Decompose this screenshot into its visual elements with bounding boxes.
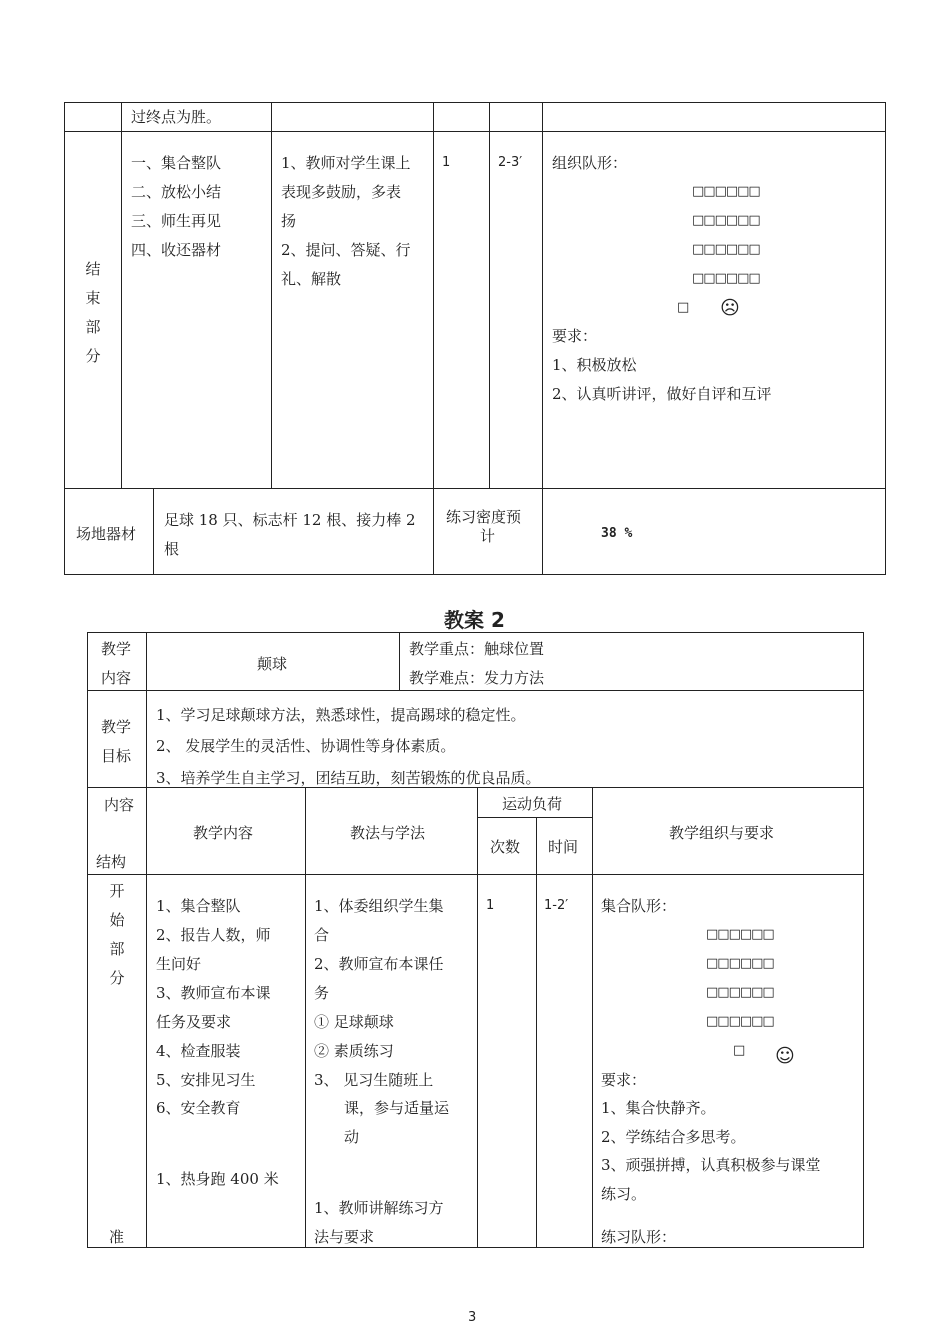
formation-row-2: □□□□□□: [692, 213, 760, 228]
formation-row-1: □□□□□□: [692, 184, 760, 199]
end-method-1: 1、教师对学生课上: [281, 154, 411, 172]
end-requirement-2: 2、认真听讲评，做好自评和互评: [552, 385, 772, 403]
venue-items-2: 根: [164, 540, 180, 558]
end-content-2: 二、放松小结: [131, 183, 222, 201]
method-next-2: 法与要求: [314, 1228, 375, 1246]
end-method-3: 扬: [281, 212, 297, 230]
header-method: 教法与学法: [350, 824, 426, 842]
end-content-4: 四、收还器材: [131, 241, 222, 259]
header-teaching-content: 教学内容: [193, 824, 254, 842]
content-label-1: 教学: [101, 640, 132, 658]
formation-row-4: □□□□□□: [692, 271, 760, 286]
end-content-3: 三、师生再见: [131, 212, 222, 230]
practice-title: 练习队形：: [601, 1228, 677, 1246]
start-content-4: 3、教师宣布本课: [156, 984, 271, 1002]
start-count: 1: [486, 898, 495, 913]
start-requirement-3: 3、顽强拼搏，认真积极参与课堂: [601, 1156, 821, 1174]
content-label-2: 内容: [101, 669, 132, 687]
start-content-7: 5、安排见习生: [156, 1071, 256, 1089]
header-count: 次数: [490, 838, 521, 856]
start-method-8: 课，参与适量运: [344, 1099, 450, 1117]
prep-section-char: 准: [109, 1228, 125, 1246]
start-requirements-title: 要求：: [601, 1071, 647, 1089]
start-method-5: ① 足球颠球: [314, 1013, 394, 1031]
venue-label: 场地器材: [76, 525, 137, 543]
formation2-row-2: □□□□□□: [706, 956, 774, 971]
venue-items-1: 足球 18 只、标志杆 12 根、接力棒 2: [164, 511, 416, 529]
formation2-row-4: □□□□□□: [706, 1014, 774, 1029]
start-method-7: 3、 见习生随班上: [314, 1071, 434, 1089]
formation2-row-1: □□□□□□: [706, 927, 774, 942]
teacher-mark: □: [677, 300, 690, 315]
start-method-9: 动: [344, 1128, 360, 1146]
end-method-2: 表现多鼓励，多表: [281, 183, 402, 201]
key-point: 教学重点：触球位置: [409, 640, 545, 658]
method-next-1: 1、教师讲解练习方: [314, 1199, 444, 1217]
header-org: 教学组织与要求: [669, 824, 775, 842]
end-section-label: 结 束 部 分: [85, 260, 101, 365]
end-method-4: 2、提问、答疑、行: [281, 241, 411, 259]
start-requirement-2: 2、学练结合多思考。: [601, 1128, 746, 1146]
start-method-1: 1、体委组织学生集: [314, 897, 444, 915]
density-label-2: 计: [480, 527, 496, 545]
formation-row-3: □□□□□□: [692, 242, 760, 257]
start-content-3: 生问好: [156, 955, 202, 973]
start-requirement-4: 练习。: [601, 1185, 647, 1203]
start-method-2: 合: [314, 926, 330, 944]
end-requirement-1: 1、积极放松: [552, 356, 637, 374]
header-time: 时间: [548, 838, 579, 856]
density-value: 38 %: [601, 526, 633, 541]
teacher-mark-2: □: [733, 1043, 746, 1058]
end-requirements-title: 要求：: [552, 327, 598, 345]
end-time: 2-3′: [498, 155, 523, 170]
end-method-5: 礼、解散: [281, 270, 342, 288]
header-content: 内容: [104, 796, 135, 814]
end-org-title: 组织队形：: [552, 154, 628, 172]
page-number: 3: [468, 1310, 477, 1325]
difficulty-point: 教学难点：发力方法: [409, 669, 545, 687]
start-content-5: 任务及要求: [156, 1013, 232, 1031]
end-count: 1: [442, 155, 451, 170]
start-time: 1-2′: [544, 898, 569, 913]
goal-1: 1、学习足球颠球方法，熟悉球性，提高踢球的稳定性。: [156, 706, 526, 724]
start-requirement-1: 1、集合快静齐。: [601, 1099, 716, 1117]
start-org-title: 集合队形：: [601, 897, 677, 915]
goal-label-2: 目标: [101, 747, 132, 765]
plan-title: 教案 2: [444, 608, 505, 632]
start-content-6: 4、检查服装: [156, 1042, 241, 1060]
header-structure: 结构: [96, 853, 127, 871]
start-content-8: 6、安全教育: [156, 1099, 241, 1117]
goal-2: 2、 发展学生的灵活性、协调性等身体素质。: [156, 737, 456, 755]
top-row-text: 过终点为胜。: [131, 108, 222, 126]
goal-label-1: 教学: [101, 718, 132, 736]
end-content-1: 一、集合整队: [131, 154, 222, 172]
density-label-1: 练习密度预: [446, 508, 522, 526]
start-method-4: 务: [314, 984, 330, 1002]
goal-3: 3、培养学生自主学习，团结互助，刻苦锻炼的优良品质。: [156, 769, 541, 787]
start-section-label: 开 始 部 分: [109, 882, 125, 987]
start-content-2: 2、报告人数，师: [156, 926, 271, 944]
sad-face-icon: ☹: [720, 297, 740, 319]
warmup-text: 1、热身跑 400 米: [156, 1170, 279, 1188]
start-content-1: 1、集合整队: [156, 897, 241, 915]
header-load: 运动负荷: [502, 795, 563, 813]
start-method-6: ② 素质练习: [314, 1042, 394, 1060]
smiley-face-icon: ☺: [775, 1045, 795, 1067]
start-method-3: 2、教师宣布本课任: [314, 955, 444, 973]
content-value: 颠球: [257, 655, 288, 673]
formation2-row-3: □□□□□□: [706, 985, 774, 1000]
